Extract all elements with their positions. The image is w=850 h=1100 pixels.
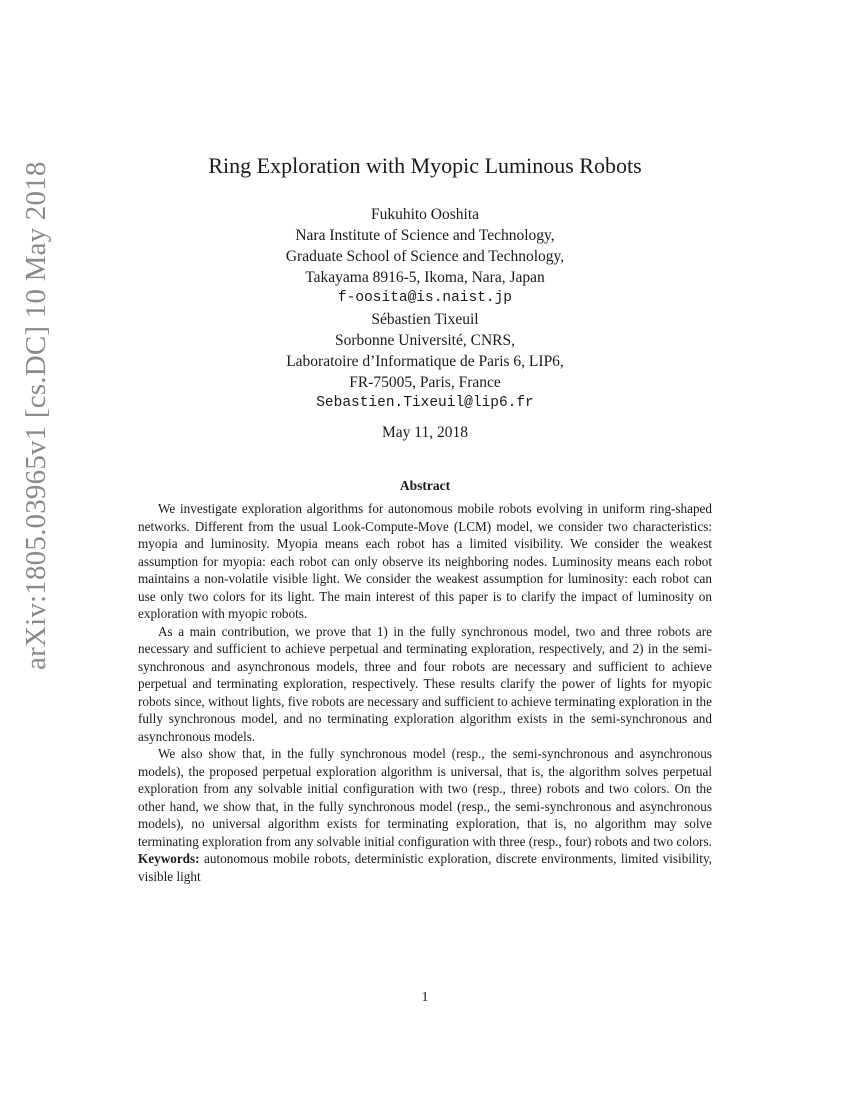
page-number: 1 [421,990,429,1005]
author-affiliation-line: Sorbonne Université, CNRS, [335,332,515,349]
author-affiliation-line: Laboratoire d’Informatique de Paris 6, LIP6, [286,353,564,370]
abstract-paragraph: We investigate exploration algorithms for autonomous mobile robots evolving in uniform ring-shaped networks. Different from the usual Look-Compute-Move (LCM) model, we consider two characteristics: myopia and luminosity. Myopia means each robot has a limited visibility. We consider the weakest assumption for myopia: each robot can only observe its neighboring nodes. Luminosity means each robot maintains a non-volatile visible light. We consider the weakest assumption for luminosity: each robot can use only two colors for its light. The main interest of this paper is to clarify the impact of luminosity on exploration with myopic robots. [138,501,712,621]
keywords [138,850,712,885]
paper-title: Ring Exploration with Myopic Luminous Robots [208,153,642,178]
author-affiliation-line: Graduate School of Science and Technology, [285,248,565,265]
author-affiliation-line: FR-75005, Paris, France [349,374,501,391]
author-name: Fukuhito Ooshita [370,206,480,223]
author-block-2 [0,309,850,414]
abstract-heading: Abstract [399,478,451,493]
keywords-text: autonomous mobile robots, deterministic exploration, discrete environments, limited visibility, visible light [138,851,713,884]
arxiv-identifier-stamp: arXiv:1805.03965v1 [cs.DC] 10 May 2018 [20,161,52,670]
abstract-paragraph: We also show that, in the fully synchronous model (resp., the semi-synchronous and asynchronous models), the proposed perpetual exploration algorithm is universal, that is, the algorithm solves perpetual exploration from any solvable initial configuration with two (resp., three) robots and two colors. On the other hand, we show that, in the fully synchronous model (resp., the semi-synchronous and asynchronous models), no universal algorithm exists for terminating exploration, that is, no algorithm may solve terminating exploration from any solvable initial configuration with three (resp., four) robots and two colors. [138,746,712,849]
abstract-body [138,500,712,885]
keywords-label: Keywords: [138,851,200,866]
abstract-paragraph: As a main contribution, we prove that 1) in the fully synchronous model, two and three robots are necessary and sufficient to achieve perpetual and terminating exploration, respectively, and 2) in the semi-synchronous and asynchronous models, three and four robots are necessary and sufficient to achieve perpetual and terminating exploration, respectively. These results clarify the power of lights for myopic robots since, without lights, five robots are necessary and sufficient to achieve terminating exploration in the fully synchronous model, and no terminating exploration algorithm exists in the semi-synchronous and asynchronous models. [138,623,712,744]
author-email[interactable]: f-oosita@is.naist.jp [337,290,513,306]
author-email[interactable]: Sebastien.Tixeuil@lip6.fr [316,395,534,411]
author-name: Sébastien Tixeuil [371,311,479,328]
publication-date: May 11, 2018 [382,424,468,441]
author-block-1 [0,204,850,309]
author-affiliation-line: Nara Institute of Science and Technology, [295,227,555,244]
author-affiliation-line: Takayama 8916-5, Ikoma, Nara, Japan [305,269,545,286]
